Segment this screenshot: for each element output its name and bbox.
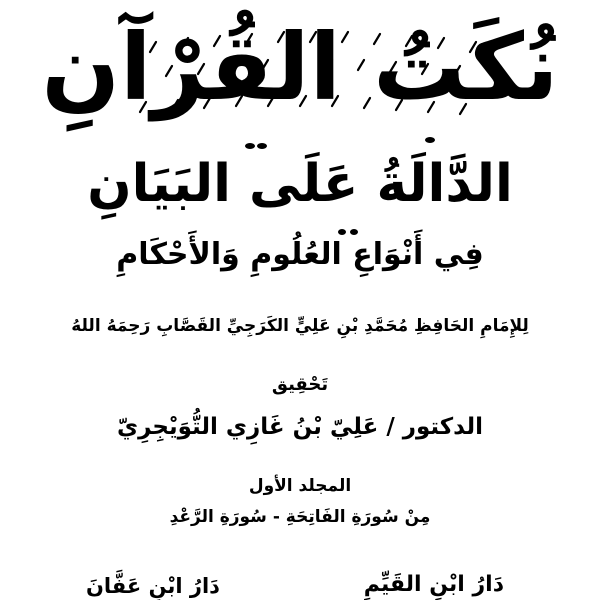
editor-name: عَلِيّ بْنُ غَازِي التُّوَيْجِرِيّ [117,414,379,440]
volume-range: مِنْ سُورَةِ الفَاتِحَةِ - سُورَةِ الرَّعْدِ [169,507,431,527]
book-subtitle: الدَّالَةُ عَلَى البَيَانِ [87,154,513,214]
editor-line [0,416,600,439]
publisher-ibn-affan: دَارُ ابْنِ عَفَّانَ [86,574,220,598]
author-line: لِلإِمَامِ الحَافِظِ مُحَمَّدِ بْنِ عَلِيٍّ الكَرَجِيِّ القَصَّابِ رَحِمَهُ اللهُ [71,316,529,336]
book-main-title: نُكَتُ القُرْآنِ [41,14,559,121]
volume-label: المجلد الأول [248,476,352,496]
tahqiq-label: تَحْقِيق [271,374,329,395]
publisher-ibn-alqayyim: دَارُ ابْنِ القَيِّمِ [363,572,504,597]
editor-title: الدكتور / [386,414,483,440]
book-topic: فِي أَنْوَاعِ العُلُومِ وَالأَحْكَامِ [116,237,484,272]
